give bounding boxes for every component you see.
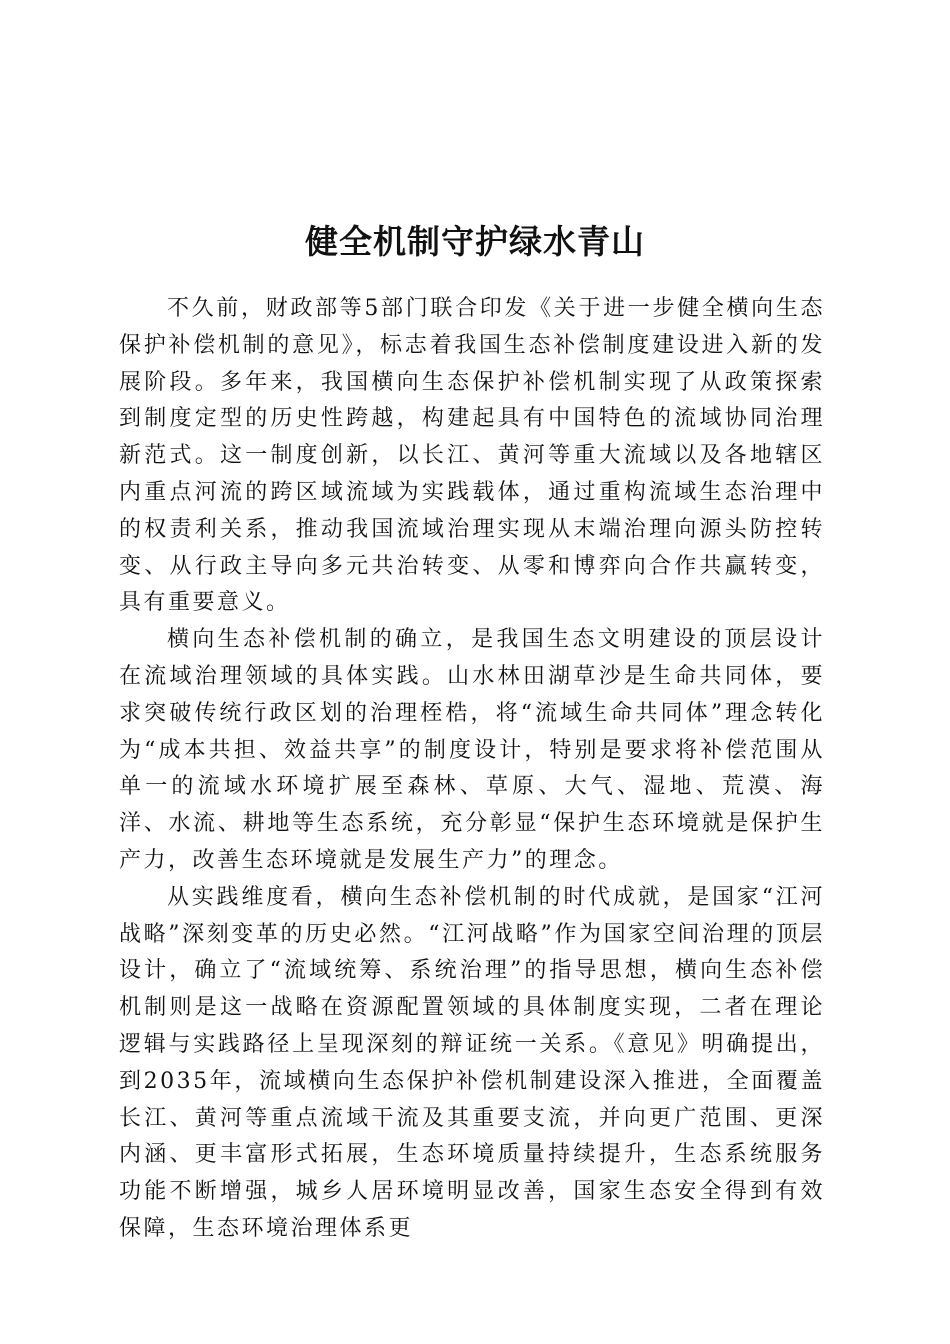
paragraph-1: 不久前，财政部等5部门联合印发《关于进一步健全横向生态保护补偿机制的意见》，标志着我国生态补偿制度建设进入新的发展阶段。多年来，我国横向生态保护补偿机制实现了从政策探索到制度定型的历史性跨越，构建起具有中国特色的流域协同治理新范式。这一制度创新，以长江、黄河等重大流域以及各地辖区内重点河流的跨区域流域为实践载体，通过重构流域生态治理中的权责利关系，推动我国流域治理实现从末端治理向源头防控转变、从行政主导向多元共治转变、从零和博弈向合作共赢转变，具有重要意义。: [119, 296, 825, 616]
article-body: [119, 291, 825, 1248]
article-title: 健全机制守护绿水青山: [305, 222, 645, 262]
paragraph-2: 横向生态补偿机制的确立，是我国生态文明建设的顶层设计在流域治理领域的具体实践。山水林田湖草沙是生命共同体，要求突破传统行政区划的治理桎梏，将“流域生命共同体”理念转化为“成本共担、效益共享”的制度设计，特别是要求将补偿范围从单一的流域水环境扩展至森林、草原、大气、湿地、荒漠、海洋、水流、耕地等生态系统，充分彰显“保护生态环境就是保护生产力，改善生态环境就是发展生产力”的理念。: [119, 627, 825, 873]
paragraph-3: 从实践维度看，横向生态补偿机制的时代成就，是国家“江河战略”深刻变革的历史必然。“江河战略”作为国家空间治理的顶层设计，确立了“流域统筹、系统治理”的指导思想，横向生态补偿机制则是这一战略在资源配置领域的具体制度实现，二者在理论逻辑与实践路径上呈现深刻的辩证统一关系。《意见》明确提出，到2035年，流域横向生态保护补偿机制建设深入推进，全面覆盖长江、黄河等重点流域干流及其重要支流，并向更广范围、更深内涵、更丰富形式拓展，生态环境质量持续提升，生态系统服务功能不断增强，城乡人居环境明显改善，国家生态安全得到有效保障，生态环境治理体系更: [119, 884, 825, 1241]
